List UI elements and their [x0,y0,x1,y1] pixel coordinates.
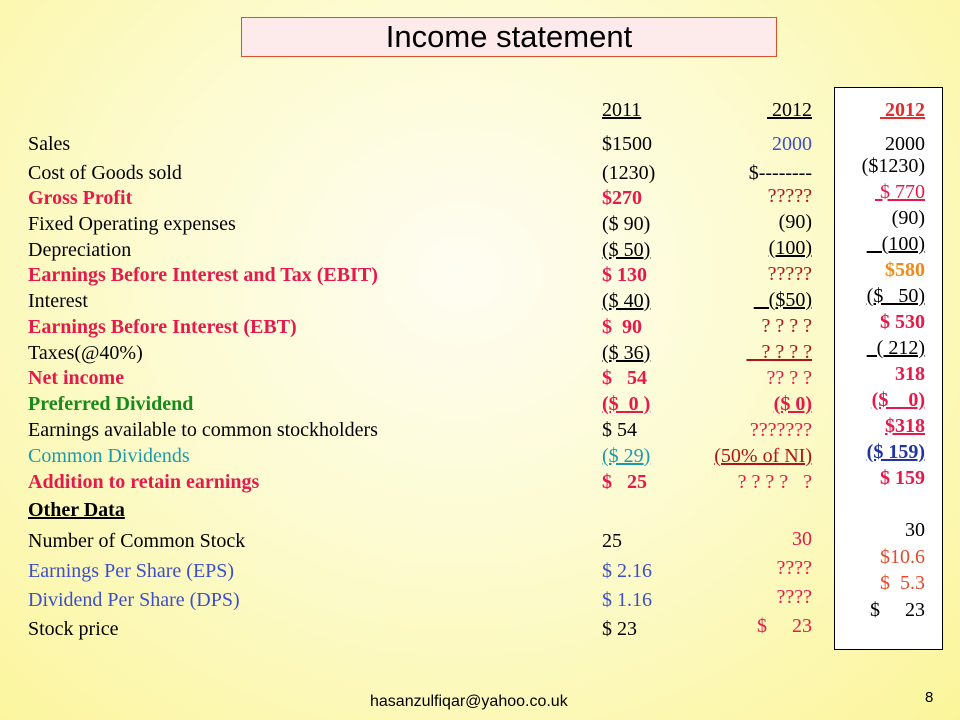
cogs-2011: (1230) [602,162,656,184]
label-common-dividends: Common Dividends [28,445,190,467]
label-taxes: Taxes(@40%) [28,342,143,364]
net-income-2012-answer: 318 [895,363,925,385]
header-2012-answer: 2012 [880,99,925,121]
label-fixed-opex: Fixed Operating expenses [28,213,236,235]
preferred-dividend-2011: ($ 0 ) [602,393,651,415]
common-dividends-2012-answer: ($ 159) [866,441,925,463]
interest-2011: ($ 40) [602,290,651,312]
depreciation-2012: (100) [768,237,812,259]
fixed-opex-2011: ($ 90) [602,213,651,235]
dps-2012-answer: $ 5.3 [880,572,925,594]
cogs-2012-answer: ($1230) [861,155,925,177]
interest-2012: ($50) [753,289,812,311]
common-dividends-2011: ($ 29) [602,445,651,467]
eps-2012: ???? [776,557,812,579]
sales-2012-answer: 2000 [885,133,925,155]
gross-profit-2012: ????? [767,185,812,207]
earnings-available-2012-answer: $318 [885,415,925,437]
common-stock-2011: 25 [602,530,622,552]
label-ebit: Earnings Before Interest and Tax (EBIT) [28,264,378,286]
sales-2012: 2000 [772,133,812,155]
dps-2011: $ 1.16 [602,589,652,611]
gross-profit-2011: $270 [602,187,642,209]
label-depreciation: Depreciation [28,239,132,261]
addition-retained-2011: $ 25 [602,471,647,493]
preferred-dividend-2012-answer: ($ 0) [871,389,925,411]
stock-price-2012-answer: $ 23 [870,599,925,621]
eps-2012-answer: $10.6 [880,546,925,568]
earnings-available-2011: $ 54 [602,419,637,441]
page-number: 8 [925,689,934,706]
header-2011: 2011 [602,99,642,121]
interest-2012-answer: ($ 50) [866,285,925,307]
label-stock-price: Stock price [28,618,119,640]
depreciation-2012-answer: (100) [866,233,925,255]
taxes-2011: ($ 36) [602,342,651,364]
preferred-dividend-2012: ($ 0) [773,393,812,415]
earnings-available-2012: ??????? [749,419,812,441]
header-2012: 2012 [767,99,812,121]
common-stock-2012: 30 [792,528,812,550]
common-stock-2012-answer: 30 [905,519,925,541]
net-income-2012: ?? ? ? [766,367,812,389]
stock-price-2011: $ 23 [602,618,637,640]
label-earnings-available: Earnings available to common stockholders [28,419,378,441]
eps-2011: $ 2.16 [602,560,652,582]
ebt-2012: ? ? ? ? [761,315,812,337]
cogs-2012: $-------- [748,162,812,184]
addition-retained-2012: ? ? ? ? ? [737,471,812,493]
label-eps: Earnings Per Share (EPS) [28,560,235,582]
taxes-2012-answer: ( 212) [866,337,925,359]
label-sales: Sales [28,133,71,155]
dps-2012: ???? [776,586,812,608]
label-cogs: Cost of Goods sold [28,162,182,184]
ebit-2011: $ 130 [602,264,647,286]
footer-email: hasanzulfiqar@yahoo.co.uk [370,693,568,710]
ebt-2011: $ 90 [602,316,642,338]
slide-title: Income statement [241,17,777,57]
label-net-income: Net income [28,367,125,389]
depreciation-2011: ($ 50) [602,239,651,261]
fixed-opex-2012: (90) [778,211,812,233]
net-income-2011: $ 54 [602,367,647,389]
stock-price-2012: $ 23 [757,615,812,637]
label-addition-retained: Addition to retain earnings [28,471,260,493]
addition-retained-2012-answer: $ 159 [880,467,925,489]
label-gross-profit: Gross Profit [28,187,133,209]
label-dps: Dividend Per Share (DPS) [28,589,240,611]
other-data-heading: Other Data [28,499,125,521]
common-dividends-2012: (50% of NI) [714,445,812,467]
label-interest: Interest [28,290,88,312]
ebt-2012-answer: $ 530 [880,311,925,333]
label-preferred-dividend: Preferred Dividend [28,393,194,415]
ebit-2012-answer: $580 [885,259,925,281]
label-common-stock: Number of Common Stock [28,530,246,552]
gross-profit-2012-answer: $ 770 [875,181,925,203]
taxes-2012: ? ? ? ? [746,341,812,363]
ebit-2012: ????? [767,263,812,285]
sales-2011: $1500 [602,133,652,155]
label-ebt: Earnings Before Interest (EBT) [28,316,297,338]
fixed-opex-2012-answer: (90) [891,207,925,229]
